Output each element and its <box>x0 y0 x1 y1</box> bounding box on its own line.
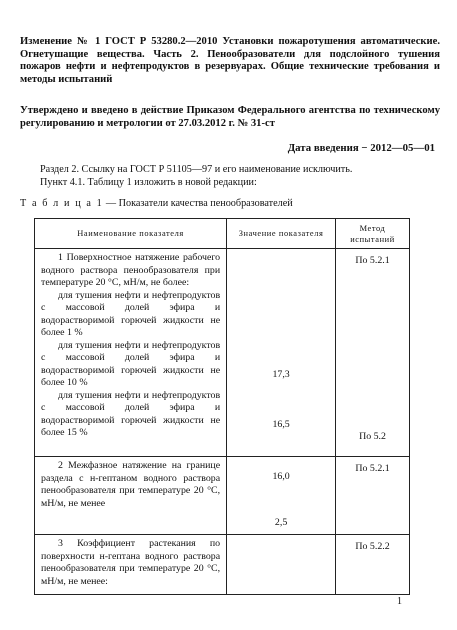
row1-sub1: для тушения нефти и нефтепродуктов с массовой долей эфира и водорастворимой горючей жидкости не более 1 % <box>41 289 221 338</box>
page-number: 1 <box>397 596 402 607</box>
row1-value-cell <box>227 249 336 482</box>
row2-method: По 5.2.1 <box>355 463 390 474</box>
row3-name-cell <box>35 535 227 595</box>
row3-method-cell <box>336 535 410 595</box>
row2-value: 2,5 <box>274 517 288 528</box>
row1-method-cell <box>336 249 410 457</box>
row3-value-cell <box>227 535 336 595</box>
table-header-row <box>35 219 410 249</box>
paragraph-section-2: Раздел 2. Ссылку на ГОСТ Р 51105—97 и его наименование исключить. <box>40 164 353 175</box>
header-method-line2: испытаний <box>350 234 395 244</box>
row2-value-cell <box>227 457 336 535</box>
row1-sub2: для тушения нефти и нефтепродуктов с массовой долей эфира и водорастворимой горючей жидкости не более 10 % <box>41 339 221 388</box>
approval-statement: Утверждено и введено в действие Приказом Федерального агентства по техническому регулированию и метрологии от 27.03.2012 г. № 31-ст <box>20 105 440 129</box>
row2-title: 2 Межфазное натяжение на границе раздела с н-гептаном водного раствора пенообразователя при температуре 20 °С, мН/м, не менее <box>41 460 221 509</box>
table-row <box>35 249 410 457</box>
table-row <box>35 457 410 535</box>
row1-title: 1 Поверхностное натяжение рабочего водного раствора пенообразователя при температуре 20 °С, мН/м, не более: <box>41 252 221 288</box>
header-name: Наименование показателя <box>35 219 227 249</box>
row1-method-1: По 5.2.1 <box>355 255 390 266</box>
row1-value-3: 16,0 <box>272 471 290 482</box>
row1-value-1: 17,3 <box>272 369 290 380</box>
row1-name-cell <box>35 249 227 457</box>
row1-value-2: 16,5 <box>272 419 290 430</box>
table-caption-text: — Показатели качества пенообразователей <box>103 198 293 209</box>
row1-sub3: для тушения нефти и нефтепродуктов с массовой долей эфира и водорастворимой горючей жидкости не более 15 % <box>41 389 221 438</box>
amendment-title: Изменение № 1 ГОСТ Р 53280.2—2010 Установки пожаротушения автоматические. Огнетушащие вещества. Часть 2. Пенообразователи для подслойного тушения пожаров нефти и нефтепродуктов в резервуарах. Общие технические требования и методы испытаний <box>20 36 440 85</box>
header-value: Значение показателя <box>227 219 336 249</box>
paragraph-item-4-1: Пункт 4.1. Таблицу 1 изложить в новой редакции: <box>40 177 257 188</box>
row3-method: По 5.2.2 <box>355 541 390 552</box>
table-caption <box>20 198 293 209</box>
effective-date: Дата введения − 2012—05—01 <box>287 142 435 154</box>
row2-method-cell <box>336 457 410 535</box>
header-method-line1: Метод <box>359 223 386 233</box>
row2-name-cell <box>35 457 227 535</box>
row3-title: 3 Коэффициент растекания по поверхности н-гептана водного раствора пенообразователя при температуре 20 °С, мН/м, не менее: <box>41 538 221 587</box>
quality-indicators-table <box>34 218 410 595</box>
header-method <box>336 219 410 249</box>
row1-method-2: По 5.2 <box>359 431 386 442</box>
table-caption-prefix: Т а б л и ц а 1 <box>20 198 104 209</box>
table-row <box>35 535 410 595</box>
